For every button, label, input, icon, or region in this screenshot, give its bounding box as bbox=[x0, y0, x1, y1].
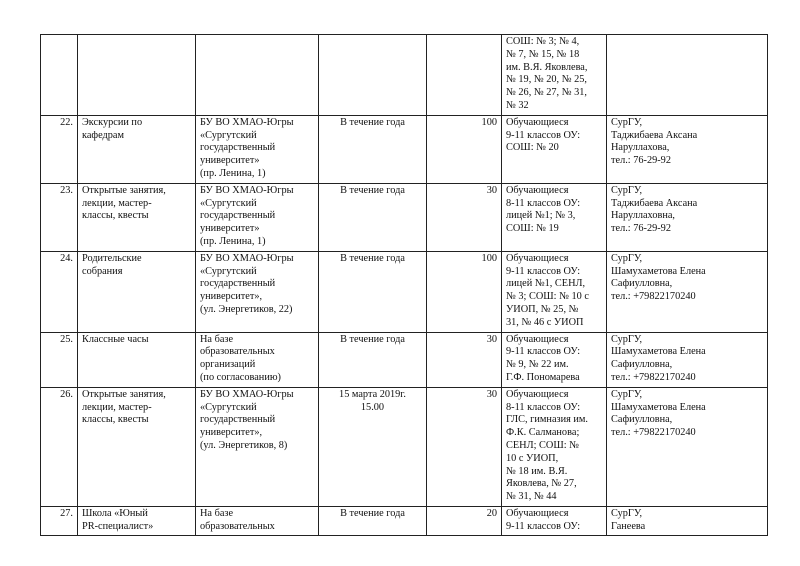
count-cell: 100 bbox=[427, 251, 502, 332]
row-number: 23. bbox=[41, 183, 78, 251]
table-row bbox=[41, 332, 768, 387]
row-number: 24. bbox=[41, 251, 78, 332]
responsible-cell: СурГУ, Таджибаева Аксана Наруллаховна, тел.: 76-29-92 bbox=[607, 183, 768, 251]
participants-cell: СОШ: № 3; № 4, № 7, № 15, № 18 им. В.Я. Яковлева, № 19, № 20, № 25, № 26, № 27, № 31, № 32 bbox=[502, 35, 607, 116]
date-cell: В течение года bbox=[319, 251, 427, 332]
event-cell: Экскурсии по кафедрам bbox=[78, 115, 196, 183]
event-cell bbox=[78, 35, 196, 116]
row-number: 22. bbox=[41, 115, 78, 183]
responsible-cell bbox=[607, 35, 768, 116]
event-cell: Открытые занятия, лекции, мастер- классы, квесты bbox=[78, 387, 196, 506]
responsible-cell: СурГУ, Ганеева bbox=[607, 506, 768, 536]
event-cell: Школа «Юный PR-специалист» bbox=[78, 506, 196, 536]
table-row bbox=[41, 387, 768, 506]
date-cell: В течение года bbox=[319, 115, 427, 183]
row-number: 25. bbox=[41, 332, 78, 387]
date-cell: В течение года bbox=[319, 332, 427, 387]
count-cell: 100 bbox=[427, 115, 502, 183]
responsible-cell: СурГУ, Шамухаметова Елена Сафиулловна, тел.: +79822170240 bbox=[607, 387, 768, 506]
event-cell: Открытые занятия, лекции, мастер- классы, квесты bbox=[78, 183, 196, 251]
events-table bbox=[40, 34, 768, 536]
place-cell bbox=[196, 35, 319, 116]
place-cell: На базе образовательных организаций (по согласованию) bbox=[196, 332, 319, 387]
count-cell: 30 bbox=[427, 183, 502, 251]
participants-cell: Обучающиеся 9-11 классов ОУ: СОШ: № 20 bbox=[502, 115, 607, 183]
responsible-cell: СурГУ, Таджибаева Аксана Наруллахова, тел.: 76-29-92 bbox=[607, 115, 768, 183]
event-cell: Родительские собрания bbox=[78, 251, 196, 332]
participants-cell: Обучающиеся 9-11 классов ОУ: лицей №1, СЕНЛ, № 3; СОШ: № 10 с УИОП, № 25, № 31, № 46 с УИОП bbox=[502, 251, 607, 332]
date-cell: В течение года bbox=[319, 183, 427, 251]
place-cell: БУ ВО ХМАО-Югры «Сургутский государственный университет» (пр. Ленина, 1) bbox=[196, 115, 319, 183]
row-number: 27. bbox=[41, 506, 78, 536]
date-cell: 15 марта 2019г. 15.00 bbox=[319, 387, 427, 506]
row-number: 26. bbox=[41, 387, 78, 506]
responsible-cell: СурГУ, Шамухаметова Елена Сафиулловна, тел.: +79822170240 bbox=[607, 251, 768, 332]
participants-cell: Обучающиеся 9-11 классов ОУ: bbox=[502, 506, 607, 536]
date-cell bbox=[319, 35, 427, 116]
place-cell: БУ ВО ХМАО-Югры «Сургутский государственный университет», (ул. Энергетиков, 8) bbox=[196, 387, 319, 506]
date-cell: В течение года bbox=[319, 506, 427, 536]
count-cell bbox=[427, 35, 502, 116]
count-cell: 20 bbox=[427, 506, 502, 536]
table-row bbox=[41, 506, 768, 536]
place-cell: БУ ВО ХМАО-Югры «Сургутский государственный университет» (пр. Ленина, 1) bbox=[196, 183, 319, 251]
table-row bbox=[41, 35, 768, 116]
responsible-cell: СурГУ, Шамухаметова Елена Сафиулловна, тел.: +79822170240 bbox=[607, 332, 768, 387]
participants-cell: Обучающиеся 8-11 классов ОУ: лицей №1; № 3, СОШ: № 19 bbox=[502, 183, 607, 251]
count-cell: 30 bbox=[427, 332, 502, 387]
event-cell: Классные часы bbox=[78, 332, 196, 387]
participants-cell: Обучающиеся 8-11 классов ОУ: ГЛС, гимназия им. Ф.К. Салмановa; СЕНЛ; СОШ: № 10 с УИОП, № 18 им. В.Я. Яковлева, № 27, № 31, № 44 bbox=[502, 387, 607, 506]
table-row bbox=[41, 183, 768, 251]
count-cell: 30 bbox=[427, 387, 502, 506]
participants-cell: Обучающиеся 9-11 классов ОУ: № 9, № 22 им. Г.Ф. Пономарева bbox=[502, 332, 607, 387]
place-cell: БУ ВО ХМАО-Югры «Сургутский государственный университет», (ул. Энергетиков, 22) bbox=[196, 251, 319, 332]
place-cell: На базе образовательных bbox=[196, 506, 319, 536]
row-number bbox=[41, 35, 78, 116]
table-row bbox=[41, 251, 768, 332]
table-row bbox=[41, 115, 768, 183]
